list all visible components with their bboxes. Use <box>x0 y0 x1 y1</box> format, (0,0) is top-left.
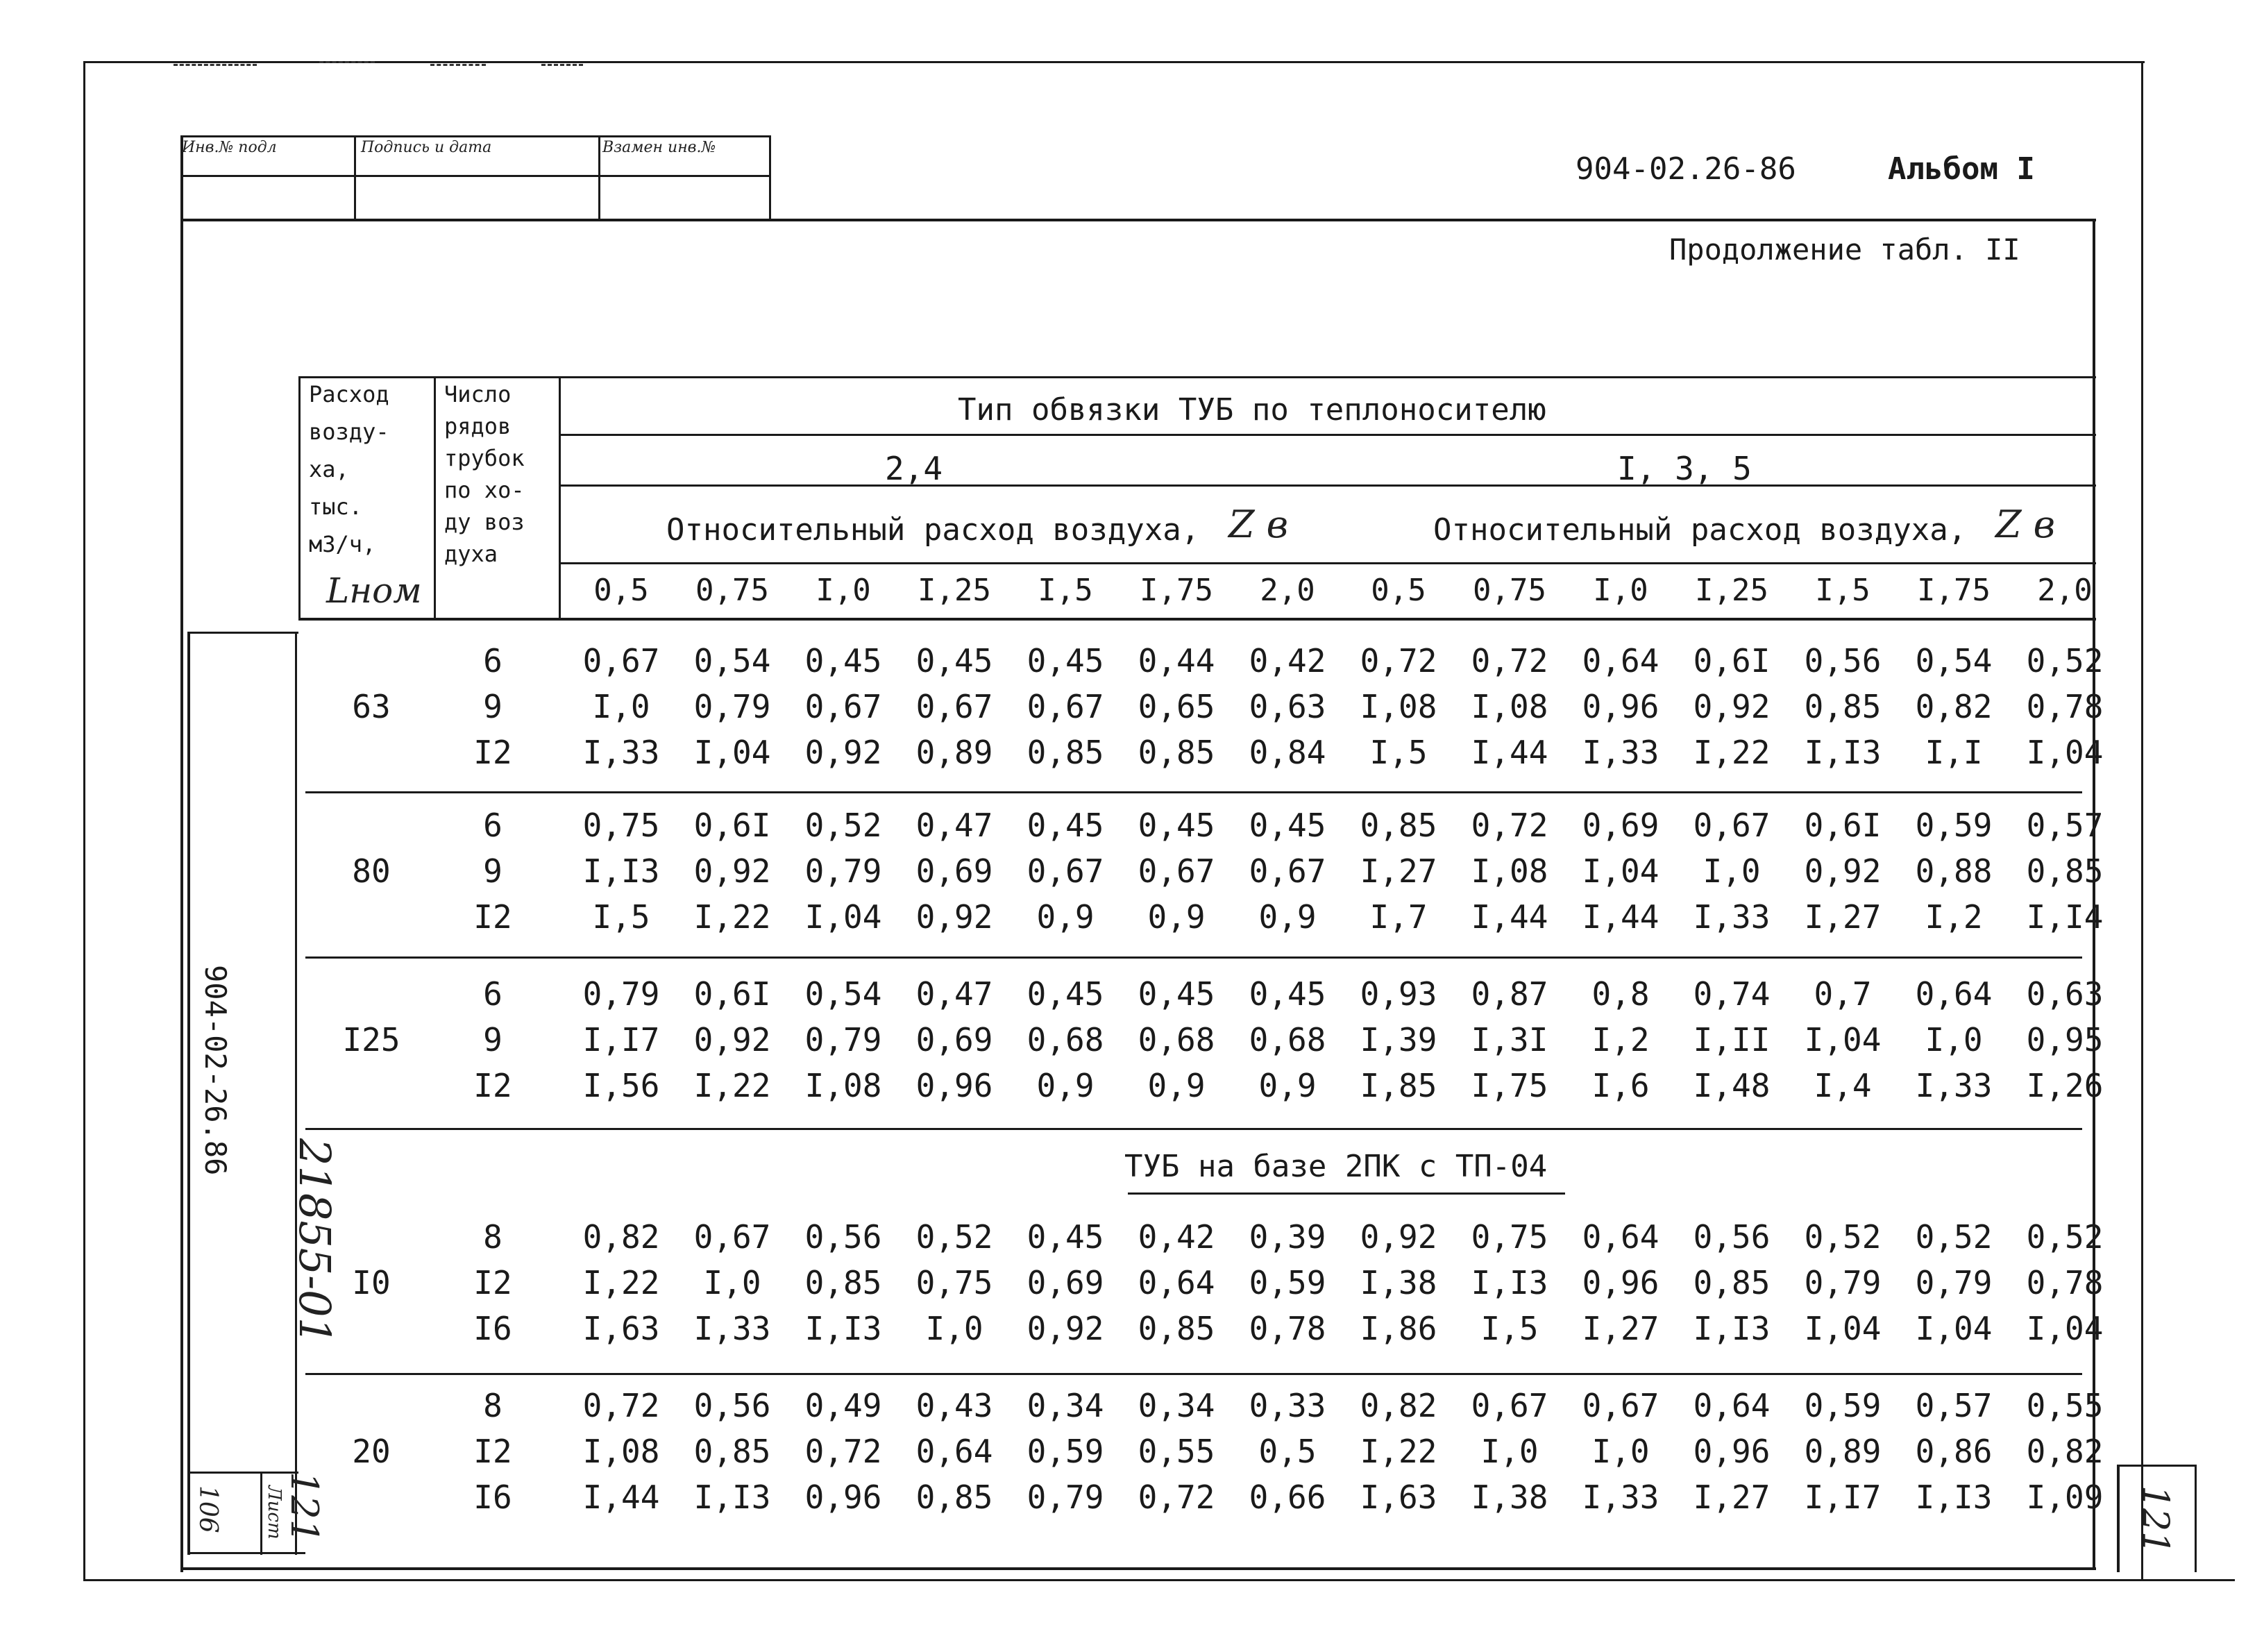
table-cell: 0,89 <box>1804 1433 1882 1470</box>
table-cell: I,26 <box>2026 1067 2104 1104</box>
table-cell: 0,64 <box>1915 975 1993 1013</box>
table-cell: 0,67 <box>1249 852 1326 890</box>
table-cell: I,48 <box>1693 1067 1771 1104</box>
table-cell: I,85 <box>1360 1067 1437 1104</box>
table-cell: 0,59 <box>1027 1433 1104 1470</box>
table-cell: I,27 <box>1804 898 1882 936</box>
table-cell: 0,69 <box>1027 1264 1104 1301</box>
table-cell: 0,69 <box>915 1021 993 1059</box>
header-group-a: 2,4 <box>885 450 943 487</box>
table-cell: 0,85 <box>693 1433 771 1470</box>
table-cell: 0,45 <box>1027 807 1104 844</box>
table-cell: 0,72 <box>1471 807 1548 844</box>
table-cell: 0,84 <box>1249 734 1326 771</box>
table-cell: I,44 <box>582 1478 660 1516</box>
table-cell: 0,92 <box>1360 1218 1437 1256</box>
table-cell: I,5 <box>592 898 650 936</box>
table-cell: 0,86 <box>1915 1433 1993 1470</box>
table-cell: 0,75 <box>582 807 660 844</box>
stamp-replace-label: Взамен инв.№ <box>602 139 716 156</box>
table-cell: I,44 <box>1471 898 1548 936</box>
table-cell: I,44 <box>1582 898 1659 936</box>
table-cell: I,27 <box>1693 1478 1771 1516</box>
table-cell: 0,64 <box>1693 1387 1771 1424</box>
table-cell: 0,96 <box>915 1067 993 1104</box>
header-group-b: I, 3, 5 <box>1617 450 1752 487</box>
table-cell: I,I4 <box>2026 898 2104 936</box>
table-cell: 0,75 <box>1471 1218 1548 1256</box>
tube-rows-value: I2 <box>473 1433 512 1470</box>
table-cell: 0,33 <box>1249 1387 1326 1424</box>
table-cell: 0,68 <box>1138 1021 1215 1059</box>
table-cell: 0,9 <box>1036 1067 1095 1104</box>
table-cell: I,I3 <box>1915 1478 1993 1516</box>
tube-rows-value: 9 <box>483 1021 502 1059</box>
table-cell: 0,6I <box>693 975 771 1013</box>
table-cell: I,2 <box>1591 1021 1650 1059</box>
table-cell: 0,67 <box>1471 1387 1548 1424</box>
table-cell: 0,52 <box>2026 642 2104 680</box>
ratio-header-cell: I,5 <box>1815 573 1870 608</box>
table-cell: 0,68 <box>1249 1021 1326 1059</box>
table-cell: 0,6I <box>1693 642 1771 680</box>
table-cell: I,63 <box>1360 1478 1437 1516</box>
table-cell: 0,67 <box>1027 688 1104 725</box>
table-cell: 0,54 <box>1915 642 1993 680</box>
airflow-value: 20 <box>352 1433 391 1470</box>
table-cell: 0,44 <box>1138 642 1215 680</box>
table-cell: 0,66 <box>1249 1478 1326 1516</box>
table-cell: 0,45 <box>1249 975 1326 1013</box>
table-cell: I,27 <box>1582 1310 1659 1347</box>
table-cell: I,0 <box>592 688 650 725</box>
table-cell: 0,85 <box>1138 1310 1215 1347</box>
header-binding-type: Тип обвязки ТУБ по теплоносителю <box>958 392 1546 428</box>
table-cell: 0,47 <box>915 975 993 1013</box>
table-cell: I,27 <box>1360 852 1437 890</box>
table-cell: I,22 <box>1360 1433 1437 1470</box>
table-cell: 0,64 <box>1138 1264 1215 1301</box>
table-cell: I,II <box>1693 1021 1771 1059</box>
table-cell: I,I7 <box>582 1021 660 1059</box>
table-cell: 0,63 <box>1249 688 1326 725</box>
header-airflow-line: м3/ч, <box>309 531 376 557</box>
table-cell: 0,55 <box>2026 1387 2104 1424</box>
tube-rows-value: I2 <box>473 898 512 936</box>
table-cell: I,0 <box>703 1264 761 1301</box>
header-tube-rows-line: по хо- <box>444 477 525 503</box>
table-cell: 0,54 <box>693 642 771 680</box>
table-cell: 0,93 <box>1360 975 1437 1013</box>
table-cell: I,86 <box>1360 1310 1437 1347</box>
table-cell: 0,45 <box>1138 807 1215 844</box>
table-cell: 0,79 <box>804 852 882 890</box>
side-registration-number: 21855-01 <box>289 1138 340 1345</box>
table-cell: 0,52 <box>1804 1218 1882 1256</box>
table-cell: 0,79 <box>804 1021 882 1059</box>
header-tube-rows-line: рядов <box>444 413 512 439</box>
airflow-symbol: Lном <box>326 571 422 611</box>
table-cell: 0,67 <box>1582 1387 1659 1424</box>
table-cell: I,08 <box>582 1433 660 1470</box>
table-cell: 0,95 <box>2026 1021 2104 1059</box>
ratio-header-cell: 2,0 <box>2037 573 2093 608</box>
table-cell: I,22 <box>582 1264 660 1301</box>
table-cell: 0,78 <box>1249 1310 1326 1347</box>
ratio-header-cell: 0,5 <box>593 573 649 608</box>
ratio-header-cell: 0,5 <box>1371 573 1426 608</box>
tube-rows-value: I2 <box>473 1264 512 1301</box>
table-cell: I,09 <box>2026 1478 2104 1516</box>
table-cell: 0,45 <box>1027 1218 1104 1256</box>
doc-code: 904-02.26-86 <box>1575 151 1796 187</box>
table-cell: 0,7 <box>1814 975 1872 1013</box>
table-cell: I,0 <box>1480 1433 1539 1470</box>
tube-rows-value: I2 <box>473 734 512 771</box>
stamp-inv-label: Инв.№ подл <box>182 139 277 156</box>
table-cell: 0,69 <box>1582 807 1659 844</box>
table-cell: I,04 <box>1804 1021 1882 1059</box>
header-relative-airflow-a: Относительный расход воздуха, <box>666 512 1200 548</box>
table-cell: 0,5 <box>1258 1433 1317 1470</box>
table-cell: 0,6I <box>1804 807 1882 844</box>
table-cell: 0,56 <box>1693 1218 1771 1256</box>
table-cell: I,I3 <box>1471 1264 1548 1301</box>
table-cell: 0,72 <box>804 1433 882 1470</box>
table-cell: I,38 <box>1471 1478 1548 1516</box>
table-cell: 0,79 <box>582 975 660 1013</box>
table-cell: 0,92 <box>915 898 993 936</box>
table-cell: 0,85 <box>1360 807 1437 844</box>
tube-rows-value: 9 <box>483 688 502 725</box>
table-cell: 0,55 <box>1138 1433 1215 1470</box>
table-continuation: Продолжение табл. II <box>1669 233 2020 267</box>
table-cell: 0,72 <box>1471 642 1548 680</box>
table-cell: 0,9 <box>1147 898 1206 936</box>
tube-rows-value: 9 <box>483 852 502 890</box>
table-cell: 0,56 <box>1804 642 1882 680</box>
section2-title: ТУБ на базе 2ПК с ТП-04 <box>1124 1149 1548 1184</box>
table-cell: 0,45 <box>1027 642 1104 680</box>
table-cell: 0,89 <box>915 734 993 771</box>
table-cell: 0,82 <box>1360 1387 1437 1424</box>
table-cell: I,04 <box>2026 734 2104 771</box>
table-cell: I,4 <box>1814 1067 1872 1104</box>
table-cell: 0,9 <box>1036 898 1095 936</box>
tube-rows-value: I2 <box>473 1067 512 1104</box>
table-cell: 0,45 <box>915 642 993 680</box>
table-cell: 0,9 <box>1258 1067 1317 1104</box>
table-cell: I,6 <box>1591 1067 1650 1104</box>
table-cell: 0,64 <box>915 1433 993 1470</box>
table-cell: 0,85 <box>915 1478 993 1516</box>
header-z-symbol-b: Z в <box>1995 503 2056 546</box>
table-cell: I,I <box>1925 734 1983 771</box>
page-number: 121 <box>282 1472 326 1544</box>
table-cell: I,I7 <box>1804 1478 1882 1516</box>
table-cell: 0,52 <box>804 807 882 844</box>
table-cell: 0,45 <box>1249 807 1326 844</box>
table-cell: I,0 <box>1703 852 1761 890</box>
table-cell: I,39 <box>1360 1021 1437 1059</box>
table-cell: 0,85 <box>804 1264 882 1301</box>
table-cell: 0,96 <box>1582 688 1659 725</box>
header-z-symbol-a: Z в <box>1228 503 1289 546</box>
table-cell: I,I3 <box>804 1310 882 1347</box>
table-cell: 0,72 <box>1360 642 1437 680</box>
airflow-value: I0 <box>352 1264 391 1301</box>
table-cell: 0,79 <box>1804 1264 1882 1301</box>
tube-rows-value: 6 <box>483 642 502 680</box>
table-cell: 0,59 <box>1804 1387 1882 1424</box>
ratio-header-cell: 0,75 <box>1473 573 1546 608</box>
table-cell: 0,87 <box>1471 975 1548 1013</box>
table-cell: 0,45 <box>804 642 882 680</box>
table-cell: 0,78 <box>2026 1264 2104 1301</box>
table-cell: I,I3 <box>1693 1310 1771 1347</box>
tube-rows-value: 8 <box>483 1387 502 1424</box>
tube-rows-value: 8 <box>483 1218 502 1256</box>
table-cell: 0,67 <box>804 688 882 725</box>
table-cell: I,04 <box>1915 1310 1993 1347</box>
table-cell: 0,68 <box>1027 1021 1104 1059</box>
table-cell: 0,49 <box>804 1387 882 1424</box>
table-cell: 0,47 <box>915 807 993 844</box>
table-cell: 0,82 <box>1915 688 1993 725</box>
table-cell: 0,54 <box>804 975 882 1013</box>
airflow-value: I25 <box>342 1021 400 1059</box>
table-cell: 0,85 <box>1804 688 1882 725</box>
header-airflow-line: ха, <box>309 456 349 482</box>
table-cell: 0,67 <box>582 642 660 680</box>
table-cell: I,5 <box>1480 1310 1539 1347</box>
table-cell: 0,85 <box>1138 734 1215 771</box>
header-airflow-line: Расход <box>309 381 389 407</box>
table-cell: 0,96 <box>804 1478 882 1516</box>
table-cell: I,0 <box>1591 1433 1650 1470</box>
table-cell: 0,82 <box>2026 1433 2104 1470</box>
table-cell: 0,34 <box>1027 1387 1104 1424</box>
table-cell: 0,63 <box>2026 975 2104 1013</box>
table-cell: I,5 <box>1369 734 1428 771</box>
tube-rows-value: 6 <box>483 807 502 844</box>
side-doc-code: 904-02-26.86 <box>198 965 233 1176</box>
table-cell: 0,57 <box>2026 807 2104 844</box>
table-cell: I,2 <box>1925 898 1983 936</box>
table-cell: I,33 <box>1915 1067 1993 1104</box>
table-cell: 0,52 <box>915 1218 993 1256</box>
table-cell: I,33 <box>1582 1478 1659 1516</box>
header-relative-airflow-b: Относительный расход воздуха, <box>1433 512 1967 548</box>
table-cell: I,38 <box>1360 1264 1437 1301</box>
table-cell: 0,45 <box>1138 975 1215 1013</box>
table-cell: I,08 <box>1471 688 1548 725</box>
table-cell: 0,92 <box>804 734 882 771</box>
table-cell: I,04 <box>2026 1310 2104 1347</box>
table-cell: 0,8 <box>1591 975 1650 1013</box>
table-cell: 0,56 <box>693 1387 771 1424</box>
table-cell: 0,79 <box>1915 1264 1993 1301</box>
header-tube-rows-line: духа <box>444 541 498 567</box>
page-left-number: 106 <box>194 1485 222 1533</box>
page-right-number: 121 <box>2134 1485 2176 1555</box>
table-cell: 0,96 <box>1693 1433 1771 1470</box>
table-cell: 0,92 <box>1804 852 1882 890</box>
table-cell: I,33 <box>693 1310 771 1347</box>
ratio-header-cell: 2,0 <box>1260 573 1315 608</box>
ratio-header-cell: 0,75 <box>695 573 769 608</box>
table-cell: I,04 <box>804 898 882 936</box>
header-tube-rows-line: Число <box>444 381 512 407</box>
table-cell: I,I3 <box>582 852 660 890</box>
table-cell: 0,85 <box>1027 734 1104 771</box>
table-cell: I,33 <box>1693 898 1771 936</box>
table-cell: 0,88 <box>1915 852 1993 890</box>
table-cell: I,0 <box>925 1310 983 1347</box>
table-cell: 0,92 <box>693 852 771 890</box>
table-cell: 0,59 <box>1249 1264 1326 1301</box>
table-cell: I,I3 <box>1804 734 1882 771</box>
table-cell: I,56 <box>582 1067 660 1104</box>
table-cell: I,22 <box>693 1067 771 1104</box>
header-airflow-line: возду- <box>309 419 389 445</box>
table-cell: 0,9 <box>1258 898 1317 936</box>
table-cell: I,22 <box>693 898 771 936</box>
table-cell: 0,92 <box>1027 1310 1104 1347</box>
ratio-header-cell: I,0 <box>816 573 871 608</box>
table-cell: 0,75 <box>915 1264 993 1301</box>
header-tube-rows-line: трубок <box>444 445 525 471</box>
ratio-header-cell: I,25 <box>918 573 991 608</box>
table-cell: I,75 <box>1471 1067 1548 1104</box>
ratio-header-cell: I,75 <box>1140 573 1213 608</box>
table-cell: 0,92 <box>1693 688 1771 725</box>
ratio-header-cell: I,0 <box>1593 573 1648 608</box>
table-cell: 0,42 <box>1249 642 1326 680</box>
table-cell: I,63 <box>582 1310 660 1347</box>
header-airflow-line: тыс. <box>309 494 363 520</box>
ratio-header-cell: I,5 <box>1038 573 1093 608</box>
table-cell: 0,92 <box>693 1021 771 1059</box>
table-cell: 0,45 <box>1027 975 1104 1013</box>
table-cell: 0,79 <box>1027 1478 1104 1516</box>
table-cell: 0,9 <box>1147 1067 1206 1104</box>
table-cell: 0,67 <box>1027 852 1104 890</box>
tube-rows-value: 6 <box>483 975 502 1013</box>
table-cell: 0,57 <box>1915 1387 1993 1424</box>
table-cell: 0,52 <box>1915 1218 1993 1256</box>
table-cell: I,0 <box>1925 1021 1983 1059</box>
table-cell: 0,78 <box>2026 688 2104 725</box>
table-cell: 0,6I <box>693 807 771 844</box>
table-cell: 0,43 <box>915 1387 993 1424</box>
table-cell: 0,85 <box>1693 1264 1771 1301</box>
table-cell: I,04 <box>1804 1310 1882 1347</box>
table-cell: 0,74 <box>1693 975 1771 1013</box>
table-cell: I,04 <box>1582 852 1659 890</box>
table-cell: 0,96 <box>1582 1264 1659 1301</box>
table-cell: 0,72 <box>582 1387 660 1424</box>
page-left-label: Лист <box>264 1485 285 1540</box>
tube-rows-value: I6 <box>473 1478 512 1516</box>
ratio-header-cell: I,25 <box>1695 573 1768 608</box>
table-cell: 0,52 <box>2026 1218 2104 1256</box>
table-cell: I,08 <box>804 1067 882 1104</box>
album-label: Альбом I <box>1888 151 2035 187</box>
table-cell: 0,72 <box>1138 1478 1215 1516</box>
table-cell: 0,79 <box>693 688 771 725</box>
ratio-header-cell: I,75 <box>1917 573 1991 608</box>
table-cell: 0,85 <box>2026 852 2104 890</box>
table-cell: I,08 <box>1360 688 1437 725</box>
table-cell: I,33 <box>582 734 660 771</box>
tube-rows-value: I6 <box>473 1310 512 1347</box>
table-cell: 0,39 <box>1249 1218 1326 1256</box>
table-cell: 0,69 <box>915 852 993 890</box>
table-cell: 0,65 <box>1138 688 1215 725</box>
table-cell: 0,67 <box>693 1218 771 1256</box>
table-cell: I,I3 <box>693 1478 771 1516</box>
table-cell: 0,67 <box>915 688 993 725</box>
table-cell: 0,59 <box>1915 807 1993 844</box>
table-cell: 0,56 <box>804 1218 882 1256</box>
table-cell: 0,64 <box>1582 642 1659 680</box>
header-tube-rows-line: ду воз <box>444 509 525 535</box>
table-cell: 0,67 <box>1693 807 1771 844</box>
stamp-sign-label: Подпись и дата <box>361 139 492 156</box>
table-cell: I,33 <box>1582 734 1659 771</box>
table-cell: I,04 <box>693 734 771 771</box>
airflow-value: 63 <box>352 688 391 725</box>
table-cell: I,7 <box>1369 898 1428 936</box>
table-cell: I,22 <box>1693 734 1771 771</box>
table-cell: I,44 <box>1471 734 1548 771</box>
table-cell: 0,82 <box>582 1218 660 1256</box>
table-cell: 0,42 <box>1138 1218 1215 1256</box>
table-cell: 0,67 <box>1138 852 1215 890</box>
airflow-value: 80 <box>352 852 391 890</box>
table-cell: I,3I <box>1471 1021 1548 1059</box>
table-cell: I,08 <box>1471 852 1548 890</box>
table-cell: 0,64 <box>1582 1218 1659 1256</box>
table-cell: 0,34 <box>1138 1387 1215 1424</box>
